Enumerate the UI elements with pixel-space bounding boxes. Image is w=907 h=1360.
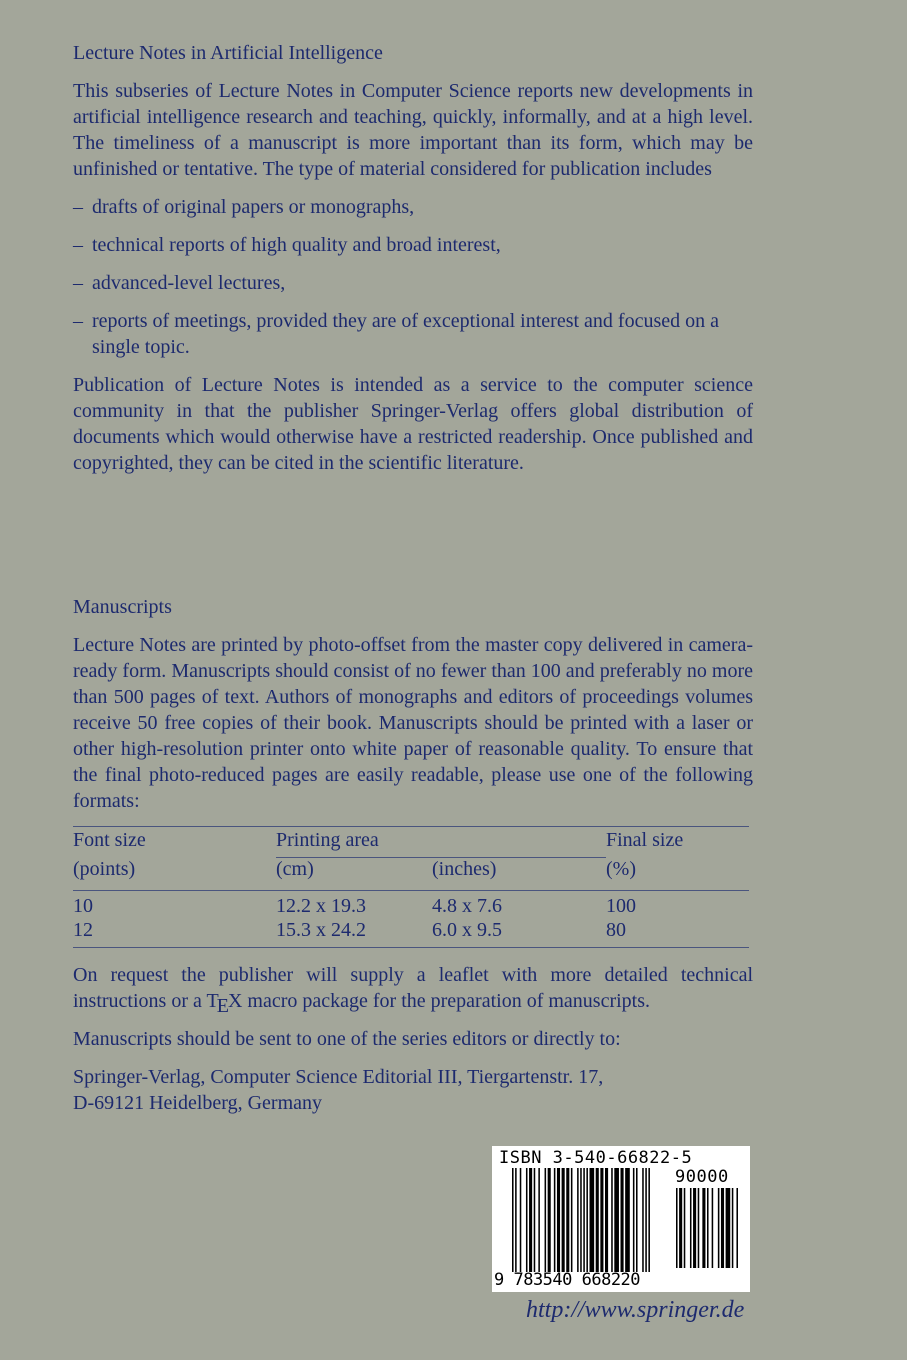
barcode-bar [596,1168,599,1272]
barcode-bar [707,1188,709,1268]
list-item: – drafts of original papers or monographs, [73,196,415,218]
isbn-number: ISBN 3-540-66822-5 [499,1148,693,1168]
barcode-bar [562,1168,565,1272]
col-cm-sub: (cm) [276,858,432,891]
col-font-size-header: Font size [73,827,276,858]
list-item: – advanced-level lectures, [73,272,286,294]
barcode-bar [583,1168,585,1272]
col-final-size-header: Final size [606,827,749,858]
barcode-bar [515,1168,517,1272]
barcode-bar [732,1188,734,1268]
isbn-barcode [492,1146,750,1292]
barcode-bar [512,1168,514,1272]
list-item: – reports of meetings, provided they are of exceptional interest and focused on a single topic. [73,310,720,358]
barcode-bar [586,1168,588,1272]
table-header-row [73,827,749,858]
list-item: – technical reports of high quality and broad interest, [73,234,501,256]
publisher-address: Springer-Verlag, Computer Science Editorial III, Tiergartenstr. 17, D-69121 Heidelberg, Germany [73,1066,604,1114]
ean-barcode-bars [512,1168,670,1272]
barcode-bar [566,1168,569,1272]
barcode-bar [690,1188,692,1268]
send-to-paragraph: Manuscripts should be sent to one of the series editors or directly to: [73,1028,621,1050]
barcode-bar [693,1188,696,1268]
barcode-bar [621,1168,624,1272]
barcode-bar [636,1168,638,1272]
barcode-bar [633,1168,635,1272]
barcode-bar [577,1168,579,1272]
tex-logo: TEX [206,990,243,1017]
series-title: Lecture Notes in Artificial Intelligence [73,42,383,64]
barcode-bar [645,1168,647,1272]
barcode-bar [545,1168,547,1272]
col-inches-sub: (inches) [432,858,606,891]
barcode-bar [554,1168,556,1272]
col-printing-area-header: Printing area [276,827,606,858]
barcode-bar [526,1168,528,1272]
barcode-bar [580,1168,582,1272]
price-code: 90000 [675,1167,729,1187]
barcode-bar [676,1188,678,1268]
barcode-bar [712,1188,714,1268]
ean-number: 9 783540 668220 [494,1270,641,1290]
barcode-bar [590,1168,595,1272]
manuscripts-paragraph: Lecture Notes are printed by photo-offset from the master copy delivered in camera-ready form. Manuscripts should consist of no fewer than 100 and preferably no more than 500 pages of text. Authors of monographs and editors of proceedings volumes receive 50 free copies of their book. Manuscripts should be printed with a laser or other high-resolution printer onto white paper of reasonable quality. To ensure that the final photo-reduced pages are easily readable, please use one of the following formats: [73,634,753,812]
barcode-bar [702,1188,705,1268]
barcode-bar [679,1188,682,1268]
barcode-bar [571,1168,573,1272]
material-list [73,194,753,360]
publication-paragraph: Publication of Lecture Notes is intended as a service to the computer science community in that the publisher Springer-Verlag offers global distribution of documents which would otherwise have a restricted readership. Once published and copyrighted, they can be cited in the scientific literature. [73,374,753,474]
barcode-bar [548,1168,551,1272]
table-row: 12 15.3 x 24.2 6.0 x 9.5 80 [73,919,749,948]
manuscripts-title: Manuscripts [73,596,172,618]
barcode-bar [726,1188,731,1268]
barcode-bar [611,1168,613,1272]
barcode-bar [625,1168,630,1272]
col-percent-sub: (%) [606,858,749,891]
barcode-bar [648,1168,650,1272]
table-subheader-row [73,858,749,891]
barcode-bar [718,1188,720,1268]
barcode-bar [642,1168,644,1272]
addon-barcode-bars [676,1188,744,1268]
barcode-bar [529,1168,532,1272]
barcode-bar [534,1168,536,1272]
barcode-bar [614,1168,619,1272]
barcode-bar [605,1168,608,1272]
publisher-url[interactable]: http://www.springer.de [526,1297,745,1323]
series-intro: This subseries of Lecture Notes in Computer Science reports new developments in artificial intelligence research and teaching, quickly, informally, and at a high level. The timeliness of a manuscript is more important than its form, which may be unfinished or tentative. The type of material considered for publication includes [73,80,753,180]
barcode-bar [736,1188,738,1268]
barcode-bar [600,1168,603,1272]
col-points-sub: (points) [73,858,276,891]
formats-table [73,826,749,948]
table-row: 10 12.2 x 19.3 4.8 x 7.6 100 [73,895,636,917]
request-paragraph: On request the publisher will supply a leaflet with more detailed technical instructions or a TEX macro package for the preparation of manuscripts. [73,964,753,1017]
barcode-bar [557,1168,560,1272]
barcode-bar [520,1168,522,1272]
barcode-bar [538,1168,540,1272]
barcode-bar [684,1188,686,1268]
barcode-bar [698,1188,700,1268]
barcode-bar [721,1188,724,1268]
back-cover-text [73,40,753,1116]
